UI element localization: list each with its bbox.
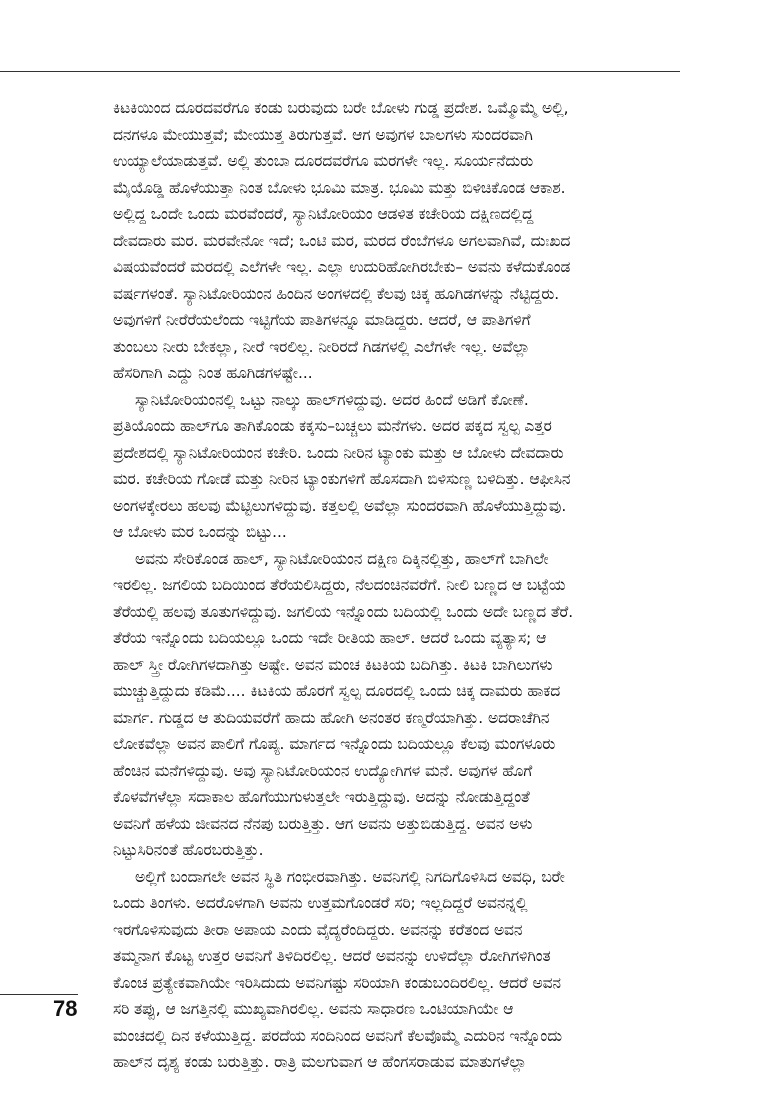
- text-line: ತೆರೆಯಲ್ಲಿ ಹಲವು ತೂತುಗಳಿದ್ದುವು. ಜಗಲಿಯ ಇನ್ನೊಂದು ಬದಿಯಲ್ಲಿ ಒಂದು ಅದೇ ಬಣ್ಣದ ತೆರೆ.: [113, 602, 574, 621]
- text-line: ಅಲ್ಲಿಗೆ ಬಂದಾಗಲೇ ಅವನ ಸ್ಥಿತಿ ಗಂಭೀರವಾಗಿತ್ತು. ಅವನಿಗಲ್ಲಿ ನಿಗದಿಗೊಳಿಸಿದ ಅವಧಿ, ಬರೇ: [135, 867, 565, 886]
- text-line: ವರ್ಷಗಳಂತೆ. ಸ್ಯಾನಿಟೋರಿಯಂನ ಹಿಂದಿನ ಅಂಗಳದಲ್ಲಿ ಕೆಲವು ಚಿಕ್ಕ ಹೂಗಿಡಗಳನ್ನು ನೆಟ್ಟಿದ್ದರು.: [113, 284, 560, 303]
- text-line: ಇರಗೊಳಿಸುವುದು ತೀರಾ ಅಪಾಯ ಎಂದು ವೈದ್ಯರೆಂದಿದ್ದರು. ಅವನನ್ನು ಕರೆತಂದ ಅವನ: [113, 920, 523, 939]
- text-line: ಸರಿ ತಪ್ಪು, ಆ ಜಗತ್ತಿನಲ್ಲಿ ಮುಖ್ಯವಾಗಿರಲಿಲ್ಲ. ಅವನು ಸಾಧಾರಣ ಒಂಟಿಯಾಗಿಯೇ ಆ: [113, 1000, 514, 1018]
- text-line: ಅವನಿಗೆ ಹಳೆಯ ಜೀವನದ ನೆನಪು ಬರುತ್ತಿತ್ತು. ಆಗ ಅವನು ಅತ್ತುಬಿಡುತ್ತಿದ್ದ. ಅವನ ಅಳು: [113, 814, 533, 833]
- text-line: ಲೋಕವೆಲ್ಲಾ ಅವನ ಪಾಲಿಗೆ ಗೊಪ್ಯ. ಮಾರ್ಗದ ಇನ್ನೊಂದು ಬದಿಯಲ್ಲೂ ಕೆಲವು ಮಂಗಳೂರು: [113, 735, 556, 753]
- text-line: ಹೆಂಚಿನ ಮನೆಗಳಿದ್ದುವು. ಅವು ಸ್ಯಾನಿಟೋರಿಯಂನ ಉದ್ಯೋಗಿಗಳ ಮನೆ. ಅವುಗಳ ಹೊಗೆ: [113, 761, 533, 780]
- top-rule: [0, 71, 680, 72]
- text-line: ಮರ. ಕಚೇರಿಯ ಗೋಡೆ ಮತ್ತು ನೀರಿನ ಟ್ಯಾಂಕುಗಳಿಗೆ ಹೊಸದಾಗಿ ಬಿಳಿಸುಣ್ಣ ಬಳಿದಿತ್ತು. ಆಫೀಸಿನ: [113, 470, 571, 488]
- text-line: ಹಾಲ್ ಸ್ತ್ರೀ ರೋಗಿಗಳದಾಗಿತ್ತು ಅಷ್ಟೇ. ಅವನ ಮಂಚ ಕಿಟಕಿಯ ಬದಿಗಿತ್ತು. ಕಿಟಕಿ ಬಾಗಿಲುಗಳು: [113, 655, 553, 674]
- text-line: ವಿಷಯವೆಂದರೆ ಮರದಲ್ಲಿ ಎಲೆಗಳೇ ಇಲ್ಲ. ಎಲ್ಲಾ ಉದುರಿಹೋಗಿರಬೇಕು– ಅವನು ಕಳೆದುಕೊಂಡ: [113, 258, 571, 276]
- text-line: ನಿಟ್ಟುಸಿರಿನಂತೆ ಹೊರಬರುತ್ತಿತ್ತು.: [113, 841, 264, 859]
- text-line: ಮಂಚದಲ್ಲಿ ದಿನ ಕಳೆಯುತ್ತಿದ್ದ. ಪರದೆಯ ಸಂದಿನಿಂದ ಅವನಿಗೆ ಕೆಲವೊಮ್ಮೆ ಎದುರಿನ ಇನ್ನೊಂದು: [113, 1026, 562, 1045]
- text-line: ಉಯ್ಯಾಲೆಯಾಡುತ್ತವೆ. ಅಲ್ಲಿ ತುಂಬಾ ದೂರದವರೆಗೂ ಮರಗಳೇ ಇಲ್ಲ. ಸೂರ್ಯನೆದುರು: [113, 152, 534, 170]
- text-line: ಅವುಗಳಿಗೆ ನೀರೆರೆಯಲೆಂದು ಇಟ್ಟಿಗೆಯ ಪಾತಿಗಳನ್ನೂ ಮಾಡಿದ್ದರು. ಆದರೆ, ಆ ಪಾತಿಗಳಿಗೆ: [113, 311, 531, 329]
- text-line: ಅಲ್ಲಿದ್ದ ಒಂದೇ ಒಂದು ಮರವೆಂದರೆ, ಸ್ಯಾನಿಟೋರಿಯಂ ಆಡಳಿತ ಕಚೇರಿಯ ದಕ್ಷಿಣದಲ್ಲಿದ್ದ: [113, 205, 534, 223]
- text-line: ದನಗಳೂ ಮೇಯುತ್ತವೆ; ಮೇಯುತ್ತ ತಿರುಗುತ್ತವೆ. ಆಗ ಅವುಗಳ ಬಾಲಗಳು ಸುಂದರವಾಗಿ: [113, 125, 533, 144]
- text-line: ತೆರೆಯ ಇನ್ನೊಂದು ಬದಿಯಲ್ಲೂ ಒಂದು ಇದೇ ರೀತಿಯ ಹಾಲ್. ಆದರೆ ಒಂದು ವ್ಯತ್ಯಾಸ; ಆ: [113, 629, 547, 647]
- text-line: ಆ ಬೋಳು ಮರ ಒಂದನ್ನು ಬಿಟ್ಟು...: [113, 523, 287, 541]
- text-line: ಅವನು ಸೇರಿಕೊಂಡ ಹಾಲ್, ಸ್ಯಾನಿಟೋರಿಯಂನ ದಕ್ಷಿಣ ದಿಕ್ಕಿನಲ್ಲಿತ್ತು, ಹಾಲ್‌ಗೆ ಬಾಗಿಲೇ: [135, 549, 549, 568]
- text-line: ಒಂದು ತಿಂಗಳು. ಅದರೊಳಗಾಗಿ ಅವನು ಉತ್ತಮಗೊಂಡರೆ ಸರಿ; ಇಲ್ಲದಿದ್ದರೆ ಅವನನ್ನಲ್ಲಿ: [113, 894, 528, 912]
- page-number: 78: [53, 996, 78, 1021]
- text-line: ದೇವದಾರು ಮರ. ಮರವೇನೋ ಇದೆ; ಒಂಟಿ ಮರ, ಮರದ ರೆಂಬೆಗಳೂ ಅಗಲವಾಗಿವೆ, ದುಃಖದ: [113, 231, 571, 250]
- text-line: ಮುಚ್ಚುತ್ತಿದ್ದುದು ಕಡಿಮೆ.... ಕಿಟಕಿಯ ಹೊರಗೆ ಸ್ವಲ್ಪ ದೂರದಲ್ಲಿ ಒಂದು ಚಿಕ್ಕ ದಾಮರು ಹಾಕದ: [113, 682, 561, 700]
- page-number-rule: [0, 994, 78, 995]
- text-line: ಮಾರ್ಗ. ಗುಡ್ಡದ ಆ ತುದಿಯವರೆಗೆ ಹಾದು ಹೋಗಿ ಅನಂತರ ಕಣ್ಮರೆಯಾಗಿತ್ತು. ಅದರಾಚೆಗಿನ: [113, 708, 550, 727]
- text-line: ಕೊಂಚ ಪ್ರತ್ಯೇಕವಾಗಿಯೇ ಇರಿಸಿದುದು ಅವನಿಗಷ್ಟು ಸರಿಯಾಗಿ ಕಂಡುಬಂದಿರಲಿಲ್ಲ. ಆದರೆ ಅವನ: [113, 973, 561, 992]
- text-line: ಹಾಲ್‌ನ ದೃಶ್ಯ ಕಂಡು ಬರುತ್ತಿತ್ತು. ರಾತ್ರಿ ಮಲಗುವಾಗ ಆ ಹೆಂಗಸರಾಡುವ ಮಾತುಗಳೆಲ್ಲಾ: [113, 1053, 527, 1071]
- text-line: ಇರಲಿಲ್ಲ. ಜಗಲಿಯ ಬದಿಯಿಂದ ತೆರೆಯಲಿಸಿದ್ದರು, ನೆಲದಂಚಿನವರೆಗೆ. ನೀಲಿ ಬಣ್ಣದ ಆ ಬಟ್ಟೆಯ: [113, 576, 566, 594]
- text-line: ತಮ್ಮನಾಗ ಕೊಟ್ಟ ಉತ್ತರ ಅವನಿಗೆ ತಿಳಿದಿರಲಿಲ್ಲ. ಆದರೆ ಅವನನ್ನು ಉಳಿದೆಲ್ಲಾ ರೋಗಿಗಳಿಗಿಂತ: [113, 947, 551, 965]
- text-line: ಕಿಟಕಿಯಿಂದ ದೂರದವರೆಗೂ ಕಂಡು ಬರುವುದು ಬರೇ ಬೋಳು ಗುಡ್ಡ ಪ್ರದೇಶ. ಒಮ್ಮೊಮ್ಮೆ ಅಲ್ಲಿ,: [113, 99, 569, 117]
- text-line: ಪ್ರತಿಯೊಂದು ಹಾಲ್‌ಗೂ ತಾಗಿಕೊಂಡು ಕಕ್ಕಸು–ಬಚ್ಚಲು ಮನೆಗಳು. ಅದರ ಪಕ್ಕದ ಸ್ವಲ್ಪ ಎತ್ತರ: [113, 417, 552, 435]
- text-line: ಕೊಳವೆಗಳೆಲ್ಲಾ ಸದಾಕಾಲ ಹೊಗೆಯುಗುಳುತ್ತಲೇ ಇರುತ್ತಿದ್ದುವು. ಅದನ್ನು ನೋಡುತ್ತಿದ್ದಂತೆ: [113, 788, 530, 806]
- text-line: ಮೈಯೊಡ್ಡಿ ಹೊಳೆಯುತ್ತಾ ನಿಂತ ಬೋಳು ಭೂಮಿ ಮಾತ್ರ. ಭೂಮಿ ಮತ್ತು ಬಿಳಿಚಿಕೊಂಡ ಆಕಾಶ.: [113, 178, 566, 197]
- body-text: [113, 95, 673, 1076]
- text-line: ಪ್ರದೇಶದಲ್ಲಿ ಸ್ಯಾನಿಟೋರಿಯಂನ ಕಚೇರಿ. ಒಂದು ನೀರಿನ ಟ್ಯಾಂಕು ಮತ್ತು ಆ ಬೋಳು ದೇವದಾರು: [113, 443, 564, 462]
- text-line: ಅಂಗಳಕ್ಕೇರಲು ಹಲವು ಮೆಟ್ಟಿಲುಗಳಿದ್ದುವು. ಕತ್ತಲಲ್ಲಿ ಅವೆಲ್ಲಾ ಸುಂದರವಾಗಿ ಹೊಳೆಯುತ್ತಿದ್ದುವು.: [113, 496, 567, 515]
- text-line: ಸ್ಯಾನಿಟೋರಿಯಂನಲ್ಲಿ ಒಟ್ಟು ನಾಲ್ಕು ಹಾಲ್‌ಗಳಿದ್ದುವು. ಅದರ ಹಿಂದೆ ಅಡಿಗೆ ಕೋಣೆ.: [135, 390, 529, 409]
- text-line: ಹೆಸರಿಗಾಗಿ ಎದ್ದು ನಿಂತ ಹೂಗಿಡಗಳಷ್ಟೇ...: [113, 364, 313, 382]
- text-line: ತುಂಬಲು ನೀರು ಬೇಕಲ್ಲಾ, ನೀರೆ ಇರಲಿಲ್ಲ. ನೀರಿರದೆ ಗಿಡಗಳಲ್ಲಿ ಎಲೆಗಳೇ ಇಲ್ಲ. ಅವೆಲ್ಲಾ: [113, 337, 530, 356]
